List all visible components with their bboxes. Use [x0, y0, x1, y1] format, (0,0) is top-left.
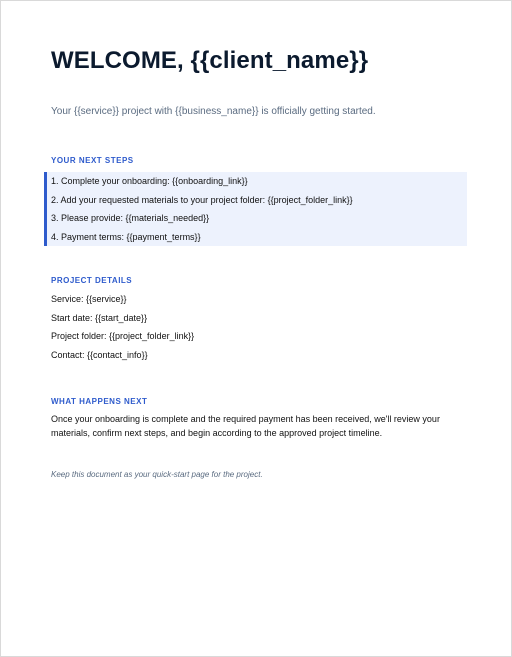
what-happens-next-text: Once your onboarding is complete and the required payment has been received, we'll review your materials, confirm next steps, and begin according to the approved project timeline.	[51, 414, 440, 438]
project-details-list	[51, 290, 194, 364]
next-steps-heading: YOUR NEXT STEPS	[51, 156, 134, 165]
footnote: Keep this document as your quick-start page for the project.	[51, 470, 263, 479]
project-detail-item: Project folder: {{project_folder_link}}	[51, 331, 195, 341]
next-steps-list	[44, 172, 467, 246]
project-detail-item: Start date: {{start_date}}	[51, 312, 148, 323]
page-title: WELCOME, {{client_name}}	[51, 47, 369, 74]
next-step-item: 1. Complete your onboarding: {{onboarding_link}}	[51, 176, 248, 186]
what-happens-next-heading: WHAT HAPPENS NEXT	[51, 397, 148, 406]
intro-text: Your {{service}} project with {{business_name}} is officially getting started.	[51, 106, 376, 117]
next-step-item: 4. Payment terms: {{payment_terms}}	[51, 231, 201, 242]
project-detail-item: Contact: {{contact_info}}	[51, 349, 148, 360]
project-detail-item: Service: {{service}}	[51, 294, 127, 304]
next-step-item: 2. Add your requested materials to your project folder: {{project_folder_link}}	[51, 194, 353, 205]
project-details-heading: PROJECT DETAILS	[51, 276, 133, 285]
next-step-item: 3. Please provide: {{materials_needed}}	[51, 213, 210, 223]
